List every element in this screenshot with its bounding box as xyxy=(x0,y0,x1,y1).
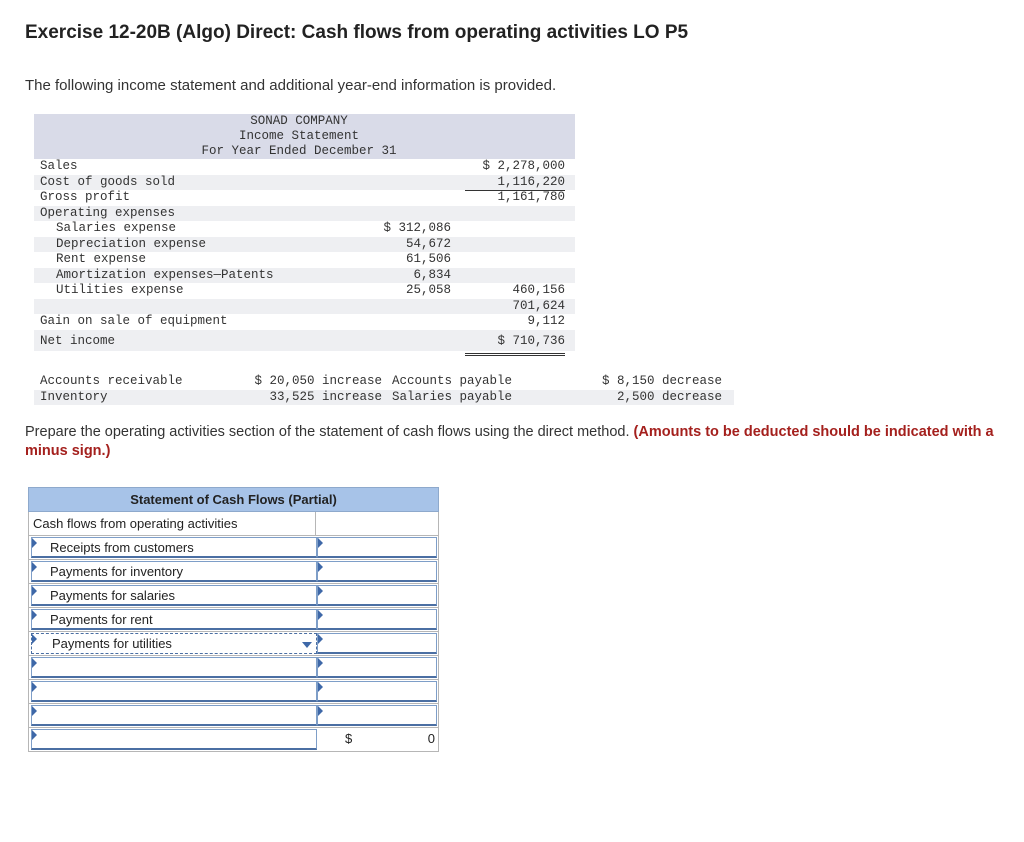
input-indicator-icon xyxy=(318,706,323,716)
payments-inventory-select[interactable] xyxy=(31,561,317,582)
info-change: 2,500 decrease xyxy=(616,389,722,404)
is-row-amortization xyxy=(34,268,575,284)
table-row xyxy=(28,560,439,584)
dropdown-indicator-icon xyxy=(32,562,37,572)
input-indicator-icon xyxy=(318,538,323,548)
total-label-select[interactable] xyxy=(31,729,317,750)
payments-rent-select[interactable] xyxy=(31,609,317,630)
receipts-customers-amount-input[interactable] xyxy=(317,537,437,558)
is-row-net-income xyxy=(34,330,575,351)
instructions xyxy=(25,423,1010,461)
instructions-warning: (Amounts to be deducted should be indicated with a minus sign.) xyxy=(25,424,994,459)
total-value: 0 xyxy=(427,731,435,746)
info-item: Inventory xyxy=(40,389,108,404)
payments-utilities-amount-input[interactable] xyxy=(317,633,437,654)
input-indicator-icon xyxy=(318,658,323,668)
additional-info-row xyxy=(34,390,734,406)
is-row-utilities xyxy=(34,283,575,299)
is-label: Cost of goods sold xyxy=(40,174,176,189)
is-row-operating-income xyxy=(34,299,575,315)
is-value: $ 2,278,000 xyxy=(482,159,565,173)
blank-select-1[interactable] xyxy=(31,657,317,678)
table-row xyxy=(28,632,439,656)
is-value: 460,156 xyxy=(465,283,565,300)
payments-salaries-select[interactable] xyxy=(31,585,317,606)
is-row-rent xyxy=(34,252,575,268)
cash-flows-table xyxy=(28,487,439,752)
payments-inventory-amount-input[interactable] xyxy=(317,561,437,582)
is-row-gross-profit xyxy=(34,190,575,206)
blank-amount-input-2[interactable] xyxy=(317,681,437,702)
dropdown-indicator-icon xyxy=(32,610,37,620)
intro-text: The following income statement and additional year-end information is provided. xyxy=(25,77,557,94)
payments-salaries-amount-input[interactable] xyxy=(317,585,437,606)
info-change: 33,525 increase xyxy=(269,389,382,404)
income-statement-header xyxy=(34,114,575,159)
info-item: Accounts payable xyxy=(392,374,513,388)
dropdown-indicator-icon xyxy=(32,730,37,740)
info-item: Salaries payable xyxy=(392,389,513,404)
select-label: Receipts from customers xyxy=(50,540,194,555)
additional-info-row xyxy=(34,374,734,390)
total-value-cell xyxy=(315,728,439,751)
info-change: $ 20,050 increase xyxy=(254,374,382,388)
income-statement xyxy=(34,114,575,351)
info-item: Accounts receivable xyxy=(40,374,183,388)
is-value: 1,116,220 xyxy=(465,175,565,192)
is-row-operating-expenses xyxy=(34,206,575,222)
input-indicator-icon xyxy=(318,610,323,620)
input-indicator-icon xyxy=(318,634,323,644)
is-label: Gross profit xyxy=(40,190,131,204)
company-name: SONAD COMPANY xyxy=(250,114,348,128)
additional-info xyxy=(34,374,734,406)
table-row xyxy=(28,680,439,704)
is-label: Salaries expense xyxy=(56,221,177,235)
is-value: 6,834 xyxy=(413,267,451,282)
is-value: 25,058 xyxy=(361,283,451,300)
dropdown-indicator-icon xyxy=(32,682,37,692)
is-row-cogs xyxy=(34,175,575,191)
table-row xyxy=(28,704,439,728)
is-row-sales xyxy=(34,159,575,175)
is-label: Operating expenses xyxy=(40,205,176,220)
dropdown-indicator-icon xyxy=(32,634,37,644)
is-row-depreciation xyxy=(34,237,575,253)
is-row-gain xyxy=(34,314,575,330)
dropdown-indicator-icon xyxy=(32,658,37,668)
dropdown-indicator-icon xyxy=(32,538,37,548)
input-indicator-icon xyxy=(318,562,323,572)
blank-amount-input-3[interactable] xyxy=(317,705,437,726)
table-row xyxy=(28,656,439,680)
is-value: 1,161,780 xyxy=(497,190,565,204)
cash-flows-section-row xyxy=(28,512,439,536)
table-row xyxy=(28,536,439,560)
is-value: $ 312,086 xyxy=(383,221,451,235)
total-row xyxy=(28,728,439,752)
blank-select-2[interactable] xyxy=(31,681,317,702)
is-value: 9,112 xyxy=(465,314,565,331)
instructions-text: Prepare the operating activities section of the statement of cash flows using the direct method. xyxy=(25,424,630,440)
select-label: Payments for utilities xyxy=(52,636,172,651)
is-label: Amortization expenses—Patents xyxy=(56,267,274,282)
cash-flows-header: Statement of Cash Flows (Partial) xyxy=(28,487,439,512)
receipts-customers-select[interactable] xyxy=(31,537,317,558)
is-label: Rent expense xyxy=(56,252,147,266)
is-row-salaries xyxy=(34,221,575,237)
table-row xyxy=(28,584,439,608)
exercise-title: Exercise 12-20B (Algo) Direct: Cash flows from operating activities LO P5 xyxy=(25,22,689,43)
payments-rent-amount-input[interactable] xyxy=(317,609,437,630)
section-value-cell xyxy=(315,512,439,535)
info-change: $ 8,150 decrease xyxy=(601,374,722,388)
chevron-down-icon[interactable] xyxy=(302,642,312,648)
select-label: Payments for rent xyxy=(50,612,153,627)
is-value: 701,624 xyxy=(512,298,565,313)
is-label: Utilities expense xyxy=(56,283,184,297)
payments-utilities-select[interactable] xyxy=(31,633,317,654)
is-value: 61,506 xyxy=(405,252,451,266)
dropdown-indicator-icon xyxy=(32,706,37,716)
section-label: Cash flows from operating activities xyxy=(33,516,238,531)
select-label: Payments for salaries xyxy=(50,588,175,603)
is-label: Net income xyxy=(40,333,116,348)
input-indicator-icon xyxy=(318,586,323,596)
is-value: 54,672 xyxy=(405,236,451,251)
is-label: Gain on sale of equipment xyxy=(40,314,228,328)
statement-name: Income Statement xyxy=(238,129,360,143)
statement-period: For Year Ended December 31 xyxy=(201,144,397,158)
blank-amount-input-1[interactable] xyxy=(317,657,437,678)
is-label: Sales xyxy=(40,159,78,173)
table-row xyxy=(28,608,439,632)
dropdown-indicator-icon xyxy=(32,586,37,596)
blank-select-3[interactable] xyxy=(31,705,317,726)
is-value: $ 710,736 xyxy=(465,330,565,356)
input-indicator-icon xyxy=(318,682,323,692)
total-currency: $ xyxy=(345,731,353,746)
is-label: Depreciation expense xyxy=(56,236,207,251)
select-label: Payments for inventory xyxy=(50,564,183,579)
